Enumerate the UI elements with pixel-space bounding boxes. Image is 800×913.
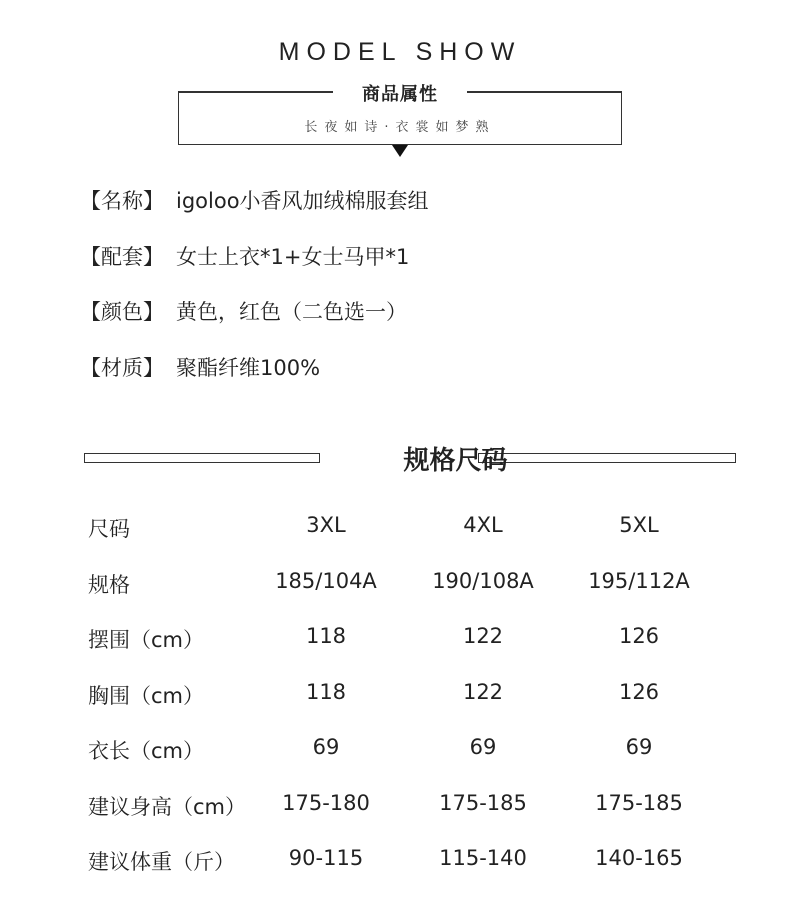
row-label: 建议身高（cm）: [88, 794, 247, 819]
table-cell: 5XL: [619, 513, 659, 537]
table-row: [88, 611, 768, 667]
table-cell: 4XL: [463, 513, 503, 537]
table-cell: 175-185: [595, 790, 683, 815]
row-label: 尺码: [88, 517, 130, 541]
attribute-label: 【名称】: [80, 189, 164, 213]
table-cell: 175-185: [439, 790, 527, 815]
table-cell: 126: [618, 679, 660, 704]
page-header: [0, 0, 800, 165]
model-show-title: MODEL SHOW: [278, 38, 522, 66]
table-row: [88, 556, 768, 612]
attribute-row-name: [80, 185, 780, 241]
row-label: 规格: [88, 572, 130, 597]
table-cell: 175-180: [282, 790, 370, 815]
table-cell: 126: [618, 624, 660, 648]
attribute-value: igoloo小香风加绒棉服套组: [176, 189, 429, 213]
table-row: [88, 722, 768, 778]
table-cell: 3XL: [306, 513, 346, 537]
attribute-list: [80, 185, 780, 407]
attribute-value: 女士上衣*1+女士马甲*1: [176, 244, 410, 269]
product-attributes-heading: 商品属性: [362, 84, 438, 105]
attribute-row-color: [80, 296, 780, 352]
attribute-value: 聚酯纤维100%: [176, 355, 321, 380]
attribute-label: 【配套】: [80, 244, 164, 269]
table-cell: 69: [625, 735, 653, 759]
table-row: [88, 778, 768, 834]
table-row: [88, 833, 768, 889]
row-label: 衣长（cm）: [88, 739, 205, 763]
table-cell: 118: [305, 624, 347, 648]
table-row: [88, 667, 768, 723]
table-cell: 185/104A: [275, 568, 377, 593]
table-cell: 118: [305, 679, 347, 704]
attribute-row-set: [80, 241, 780, 297]
attribute-label: 【材质】: [80, 355, 164, 380]
attribute-value: 黄色，红色（二色选一）: [176, 300, 407, 324]
table-cell: 195/112A: [588, 568, 690, 593]
table-cell: 190/108A: [432, 568, 534, 593]
row-label: 建议体重（斤）: [88, 850, 235, 874]
triangle-down-icon: [392, 145, 408, 157]
row-label: 摆围（cm）: [88, 628, 205, 652]
table-cell: 122: [462, 679, 504, 704]
table-cell: 140-165: [595, 846, 683, 870]
size-section-header: [84, 438, 736, 478]
table-cell: 115-140: [439, 846, 527, 870]
size-table: [88, 500, 768, 889]
table-cell: 122: [462, 624, 504, 648]
attribute-label: 【颜色】: [80, 300, 164, 324]
table-cell: 69: [469, 735, 497, 759]
table-cell: 69: [312, 735, 340, 759]
row-label: 胸围（cm）: [88, 683, 205, 708]
size-section-title: 规格尺码: [403, 446, 508, 476]
slogan: 长夜如诗·衣裳如梦熟: [304, 120, 496, 135]
table-row: [88, 500, 768, 556]
attribute-row-material: [80, 352, 780, 408]
table-cell: 90-115: [288, 846, 364, 870]
